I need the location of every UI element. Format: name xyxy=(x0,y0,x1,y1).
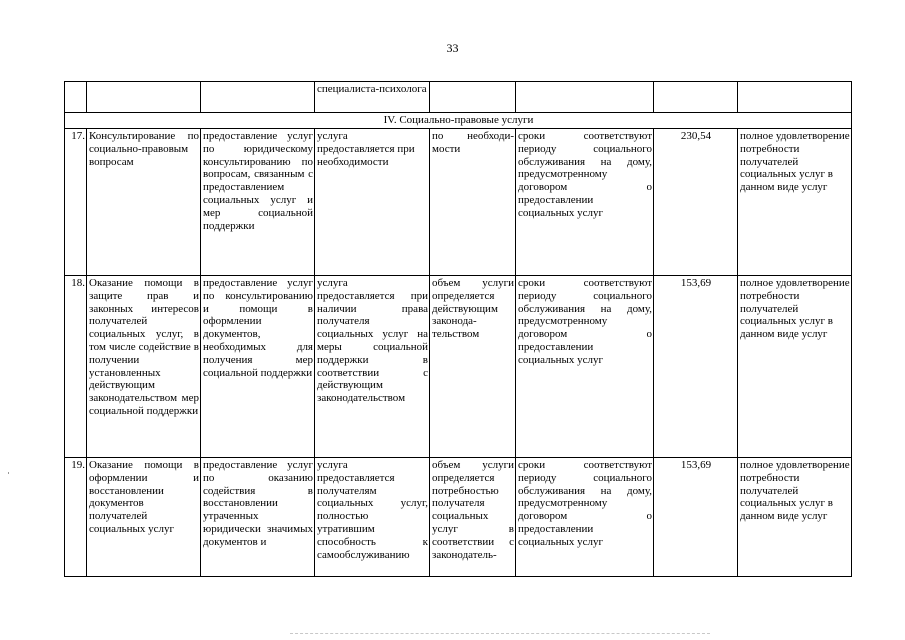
table-cell: специалиста-психолога xyxy=(315,82,430,113)
service-quality: полное удовлетворение потребности получателей социальных услуг в данном виде услуг xyxy=(738,129,852,276)
service-name: Консультирование по социально-правовым вопросам xyxy=(87,129,201,276)
service-terms: сроки соответствуют периоду социального обслуживания на дому, предусмотренному договором о предоставлении социальных услуг xyxy=(516,458,654,577)
margin-mark xyxy=(8,472,9,474)
section-title: IV. Социально-правовые услуги xyxy=(65,113,852,129)
page-number: 33 xyxy=(446,41,459,55)
service-price: 230,54 xyxy=(654,129,738,276)
service-conditions: услуга предоставляется при наличии права получателя социальных услуг на меры социальной поддержки в соответствии с действующим законодательством xyxy=(315,276,430,458)
service-terms: сроки соответствуют периоду социального обслуживания на дому, предусмотренному договором о предоставлении социальных услуг xyxy=(516,276,654,458)
table-cell xyxy=(430,82,516,113)
table-cell xyxy=(65,82,87,113)
table-row xyxy=(65,458,852,577)
service-content: предоставление услуг по юридическому консультированию по вопросам, связанным с предоставлением социальных услуг и мер социальной поддержки xyxy=(201,129,315,276)
service-name: Оказание помощи в оформлении и восстановлении документов получателей социальных услуг xyxy=(87,458,201,577)
service-content: предоставление услуг по оказанию содействия в восстановлении утраченных юридически значимых документов и xyxy=(201,458,315,577)
table-cell xyxy=(738,82,852,113)
service-conditions: услуга предоставляется при необходимости xyxy=(315,129,430,276)
service-name: Оказание помощи в защите прав и законных интересов получателей социальных услуг, в том числе содействие в получении установленных действующим законодательством мер социальной поддержки xyxy=(87,276,201,458)
service-conditions: услуга предоставляется получателям социальных услуг, полностью утратившим способность к самообслуживанию xyxy=(315,458,430,577)
service-quality: полное удовлетворение потребности получателей социальных услуг в данном виде услуг xyxy=(738,276,852,458)
row-number: 18. xyxy=(65,276,87,458)
service-terms: сроки соответствуют периоду социального обслуживания на дому, предусмотренному договором о предоставлении социальных услуг xyxy=(516,129,654,276)
row-number: 17. xyxy=(65,129,87,276)
table-cell xyxy=(516,82,654,113)
service-price: 153,69 xyxy=(654,276,738,458)
row-number: 19. xyxy=(65,458,87,577)
service-content: предоставление услуг по консультированию и помощи в оформлении документов, необходимых для получения мер социальной поддержки xyxy=(201,276,315,458)
service-volume: по необходи-мости xyxy=(430,129,516,276)
service-volume: объем услуги определяется действующим законода-тельством xyxy=(430,276,516,458)
service-quality: полное удовлетворение потребности получателей социальных услуг в данном виде услуг xyxy=(738,458,852,577)
table-row xyxy=(65,82,852,113)
service-price: 153,69 xyxy=(654,458,738,577)
table-row xyxy=(65,276,852,458)
service-volume: объем услуги определяется потребностью получателя социальных услуг в соответствии с законодатель- xyxy=(430,458,516,577)
table-cell xyxy=(201,82,315,113)
section-row xyxy=(65,113,852,129)
services-table xyxy=(64,81,852,577)
table-cell xyxy=(654,82,738,113)
table-cell xyxy=(87,82,201,113)
scan-artifact-line xyxy=(290,633,710,634)
table-row xyxy=(65,129,852,276)
